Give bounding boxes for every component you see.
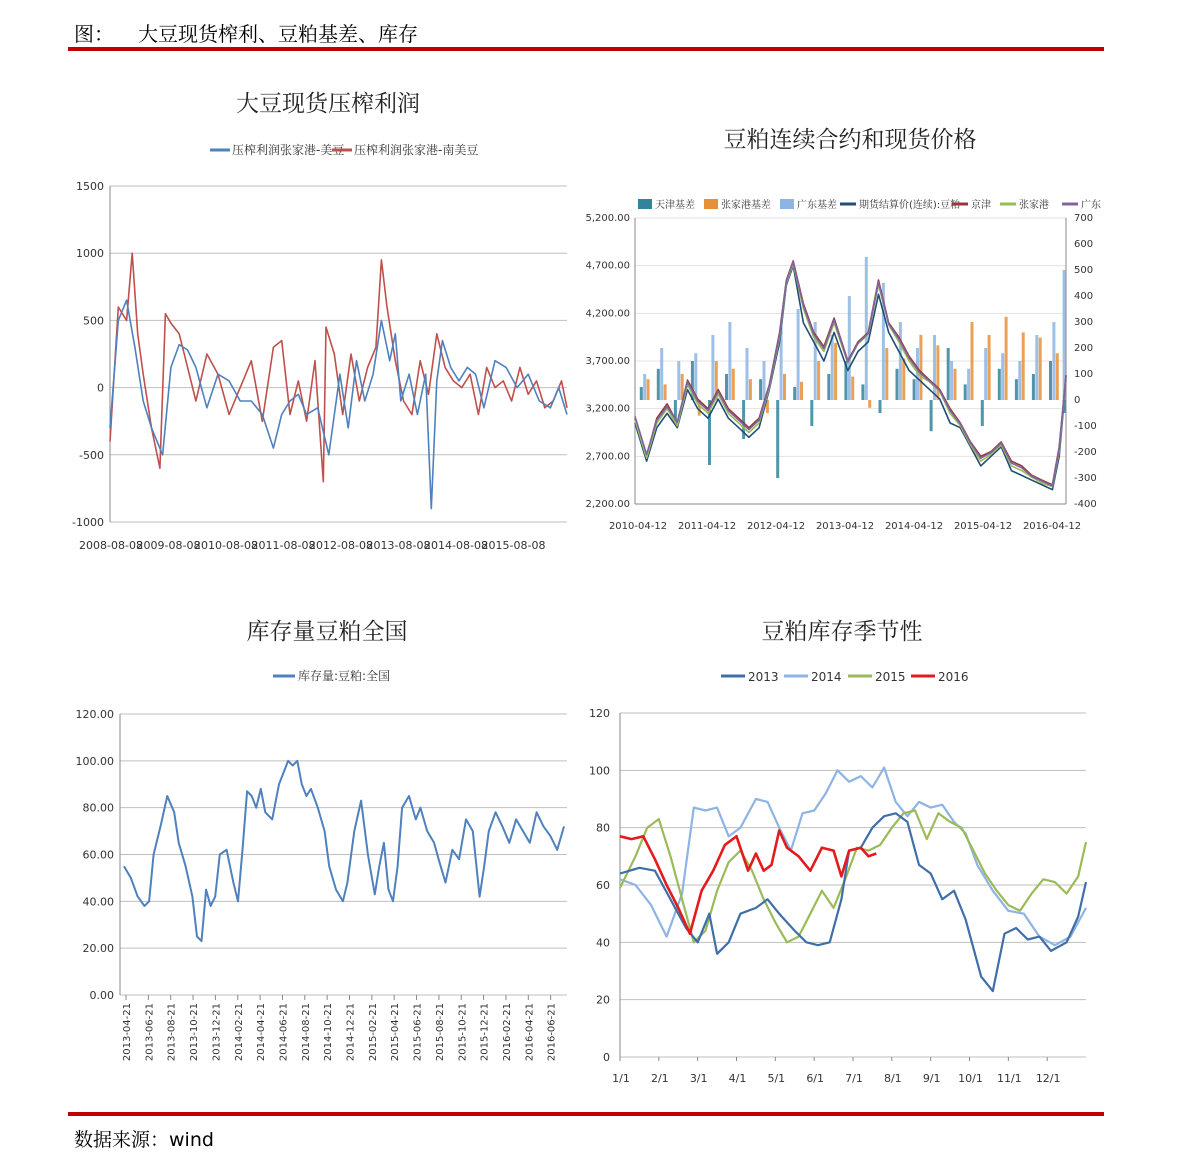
basis-bar xyxy=(647,379,650,400)
y-tick-label-right: 100 xyxy=(1074,369,1094,380)
y-tick-label-left: 2,700.00 xyxy=(585,451,630,463)
basis-bar xyxy=(749,379,752,400)
basis-bar xyxy=(677,361,680,400)
x-tick-label: 10/1 xyxy=(958,1072,983,1085)
basis-bar xyxy=(793,387,796,400)
x-tick-label: 2015-10-21 xyxy=(457,1003,469,1062)
x-tick-label: 2014-04-21 xyxy=(256,1003,268,1062)
legend-label: 2014 xyxy=(811,670,842,684)
x-tick-label: 2013-12-21 xyxy=(211,1003,223,1062)
legend-label: 2016 xyxy=(938,670,969,684)
x-tick-label: 2015-06-21 xyxy=(412,1003,424,1062)
x-tick-label: 11/1 xyxy=(996,1072,1022,1085)
y-tick-label: 0.00 xyxy=(89,989,114,1002)
x-tick-label: 2013-08-08 xyxy=(366,539,431,552)
x-tick-label: 2016-06-21 xyxy=(546,1003,558,1062)
x-tick-label: 2013-08-21 xyxy=(166,1003,178,1062)
basis-bar xyxy=(1035,335,1038,400)
x-tick-label: 2010-04-12 xyxy=(608,521,668,532)
x-tick-label: 2016-02-21 xyxy=(501,1003,513,1062)
basis-bar xyxy=(984,348,987,400)
basis-bar xyxy=(660,348,663,400)
y-tick-label: 80.00 xyxy=(82,801,114,815)
x-tick-label: 2016-04-21 xyxy=(524,1003,536,1062)
x-tick-label: 8/1 xyxy=(883,1072,902,1085)
basis-bar xyxy=(936,345,939,400)
basis-bar xyxy=(783,374,786,400)
basis-bar xyxy=(746,348,749,400)
x-tick-label: 2016-04-12 xyxy=(1022,521,1082,532)
basis-bar xyxy=(1049,361,1052,400)
y-tick-label: 40 xyxy=(596,936,610,950)
y-tick-label-right: 300 xyxy=(1074,317,1094,328)
x-tick-label: 2015-08-21 xyxy=(434,1003,446,1062)
y-tick-label: 60.00 xyxy=(82,848,114,862)
y-tick-label: -500 xyxy=(79,448,104,462)
basis-bar xyxy=(800,382,803,400)
basis-bar xyxy=(1056,353,1059,400)
legend-label: 广东基差 xyxy=(797,200,837,211)
x-tick-label: 2013-04-12 xyxy=(815,521,875,532)
x-tick-label: 2012-04-12 xyxy=(746,521,806,532)
x-tick-label: 2009-08-08 xyxy=(136,539,201,552)
basis-bar xyxy=(998,369,1001,400)
y-tick-label-right: 400 xyxy=(1074,291,1094,302)
legend-label: 期货结算价(连续):豆粕 xyxy=(859,200,961,211)
figure-label: 图： xyxy=(74,22,114,46)
y-tick-label-left: 3,700.00 xyxy=(585,356,630,367)
x-tick-label: 2014-04-12 xyxy=(884,521,944,532)
y-tick-label-right: 700 xyxy=(1074,213,1094,224)
national-stock-chart xyxy=(70,605,590,1105)
y-tick-label-left: 2,200.00 xyxy=(585,499,630,510)
source-note: 数据来源：wind xyxy=(74,1129,214,1151)
x-tick-label: 5/1 xyxy=(767,1072,786,1085)
y-tick-label-right: 200 xyxy=(1074,343,1094,354)
legend-swatch xyxy=(704,199,718,209)
y-tick-label: 120.00 xyxy=(75,708,114,721)
legend-label: 天津基差 xyxy=(655,200,695,211)
x-tick-label: 2015-12-21 xyxy=(479,1003,491,1062)
x-tick-label: 2014-10-21 xyxy=(323,1003,335,1062)
legend-label: 张家港 xyxy=(1019,200,1049,211)
x-tick-label: 6/1 xyxy=(806,1072,825,1085)
top-divider xyxy=(68,47,1104,51)
y-tick-label: 60 xyxy=(596,879,610,892)
basis-bar xyxy=(640,387,643,400)
x-tick-label: 2008-08-08 xyxy=(79,539,143,552)
x-tick-label: 9/1 xyxy=(922,1072,941,1085)
basis-bar xyxy=(879,400,882,413)
x-tick-label: 4/1 xyxy=(728,1072,747,1085)
basis-bar xyxy=(817,361,820,400)
basis-bar xyxy=(759,379,762,400)
basis-bar xyxy=(1018,361,1021,400)
x-tick-label: 2/1 xyxy=(650,1072,669,1085)
x-tick-label: 2013-06-21 xyxy=(144,1003,156,1062)
legend-swatch xyxy=(638,199,652,209)
y-tick-label-left: 5,200.00 xyxy=(585,213,630,224)
basis-bar xyxy=(711,335,714,400)
y-tick-label: 1000 xyxy=(76,247,104,261)
basis-bar xyxy=(851,377,854,400)
basis-bar xyxy=(643,374,646,400)
legend-label: 张家港基差 xyxy=(721,200,771,211)
basis-bar xyxy=(848,296,851,400)
chart-title: 豆粕连续合约和现货价格 xyxy=(723,127,977,153)
x-tick-label: 2014-06-21 xyxy=(278,1003,290,1062)
basis-bar xyxy=(967,369,970,400)
basis-bar xyxy=(964,384,967,400)
y-tick-label: 0 xyxy=(97,381,104,395)
series-line-south-american xyxy=(110,253,567,482)
y-tick-label-left: 3,200.00 xyxy=(585,403,630,415)
y-tick-label-right: -200 xyxy=(1074,447,1097,458)
chart-title: 库存量豆粕全国 xyxy=(246,619,408,645)
basis-bar xyxy=(865,257,868,400)
legend-label: 京津 xyxy=(971,200,991,211)
x-tick-label: 2010-08-08 xyxy=(194,539,258,552)
basis-bar xyxy=(899,322,902,400)
x-tick-label: 2011-08-08 xyxy=(251,539,316,552)
basis-bar xyxy=(827,374,830,400)
basis-bar xyxy=(831,335,834,400)
basis-bar xyxy=(834,343,837,400)
x-tick-label: 3/1 xyxy=(689,1072,708,1085)
y-tick-label: 100.00 xyxy=(75,754,114,768)
seasonal-stock-chart xyxy=(585,605,1100,1105)
y-tick-label: 0 xyxy=(603,1051,610,1064)
basis-bar xyxy=(1022,332,1025,400)
basis-bar xyxy=(988,335,991,400)
y-tick-label: 20 xyxy=(596,993,610,1007)
x-tick-label: 2012-08-08 xyxy=(309,539,373,552)
legend-label: 压榨利润张家港-美豆 xyxy=(232,143,345,157)
basis-bar xyxy=(797,309,800,400)
y-tick-label: -1000 xyxy=(72,516,104,529)
basis-bar xyxy=(763,361,766,400)
legend-label: 2013 xyxy=(748,670,779,684)
basis-bar xyxy=(1005,317,1008,400)
basis-bar xyxy=(902,358,905,400)
x-tick-label: 1/1 xyxy=(612,1072,630,1085)
basis-bar xyxy=(664,384,667,400)
legend-label: 2015 xyxy=(875,670,906,684)
y-tick-label: 100 xyxy=(589,764,610,778)
x-tick-label: 2014-02-21 xyxy=(233,1003,245,1062)
x-tick-label: 2015-02-21 xyxy=(367,1003,379,1062)
x-tick-label: 12/1 xyxy=(1035,1072,1061,1085)
basis-bar xyxy=(1039,338,1042,400)
basis-bar xyxy=(971,322,974,400)
basis-bar xyxy=(861,384,864,400)
y-tick-label-right: 600 xyxy=(1074,239,1094,250)
y-tick-label-right: 0 xyxy=(1074,395,1081,406)
basis-bar xyxy=(657,369,660,400)
x-tick-label: 7/1 xyxy=(845,1072,863,1085)
basis-bar xyxy=(950,361,953,400)
y-tick-label-right: -400 xyxy=(1074,499,1097,510)
basis-bar xyxy=(933,335,936,400)
crush-profit-chart xyxy=(70,75,590,575)
legend-label: 广东 xyxy=(1081,200,1101,211)
y-tick-label-left: 4,200.00 xyxy=(585,308,630,320)
x-tick-label: 2013-10-21 xyxy=(189,1003,201,1062)
figure-title xyxy=(74,18,418,47)
x-tick-label: 2015-04-21 xyxy=(390,1003,402,1062)
bottom-divider xyxy=(68,1112,1104,1116)
soymeal-basis-chart xyxy=(585,115,1101,545)
basis-bar xyxy=(896,369,899,400)
y-tick-label: 500 xyxy=(83,314,104,328)
basis-bar xyxy=(954,369,957,400)
y-tick-label: 1500 xyxy=(76,180,104,193)
chart-title: 大豆现货压榨利润 xyxy=(236,91,420,117)
x-tick-label: 2015-08-08 xyxy=(481,539,546,552)
legend-swatch xyxy=(780,199,794,209)
y-tick-label: 80 xyxy=(596,821,610,835)
basis-bar xyxy=(810,400,813,426)
figure-title-text: 大豆现货榨利、豆粕基差、库存 xyxy=(138,22,418,46)
x-tick-label: 2014-08-08 xyxy=(424,539,488,552)
y-tick-label-left: 4,700.00 xyxy=(585,260,630,272)
basis-bar xyxy=(725,374,728,400)
basis-bar xyxy=(913,379,916,400)
basis-bar xyxy=(1015,379,1018,400)
chart-title: 豆粕库存季节性 xyxy=(761,619,923,645)
x-tick-label: 2013-04-21 xyxy=(122,1003,133,1062)
legend-label: 压榨利润张家港-南美豆 xyxy=(354,143,479,157)
basis-bar xyxy=(728,322,731,400)
x-tick-label: 2015-04-12 xyxy=(953,521,1013,532)
basis-bar xyxy=(885,348,888,400)
y-tick-label-right: -100 xyxy=(1074,421,1097,432)
basis-bar xyxy=(732,369,735,400)
legend-label: 库存量:豆粕:全国 xyxy=(298,669,391,683)
y-tick-label: 20.00 xyxy=(82,942,114,956)
basis-bar xyxy=(930,400,933,431)
x-tick-label: 2014-12-21 xyxy=(345,1003,357,1062)
x-tick-label: 2011-04-12 xyxy=(677,521,737,532)
y-tick-label-right: -300 xyxy=(1074,473,1097,484)
basis-bar xyxy=(868,400,871,408)
basis-bar xyxy=(776,400,779,478)
basis-bar xyxy=(1052,322,1055,400)
y-tick-label-right: 500 xyxy=(1074,265,1094,276)
basis-bar xyxy=(1001,353,1004,400)
basis-bar xyxy=(919,335,922,400)
x-tick-label: 2014-08-21 xyxy=(300,1003,312,1062)
y-tick-label: 40.00 xyxy=(82,895,114,909)
basis-bar xyxy=(981,400,984,426)
y-tick-label: 120 xyxy=(589,707,610,720)
basis-bar xyxy=(947,348,950,400)
series-line-us xyxy=(110,300,567,508)
series-line-stock xyxy=(124,761,564,941)
basis-bar xyxy=(1032,374,1035,400)
